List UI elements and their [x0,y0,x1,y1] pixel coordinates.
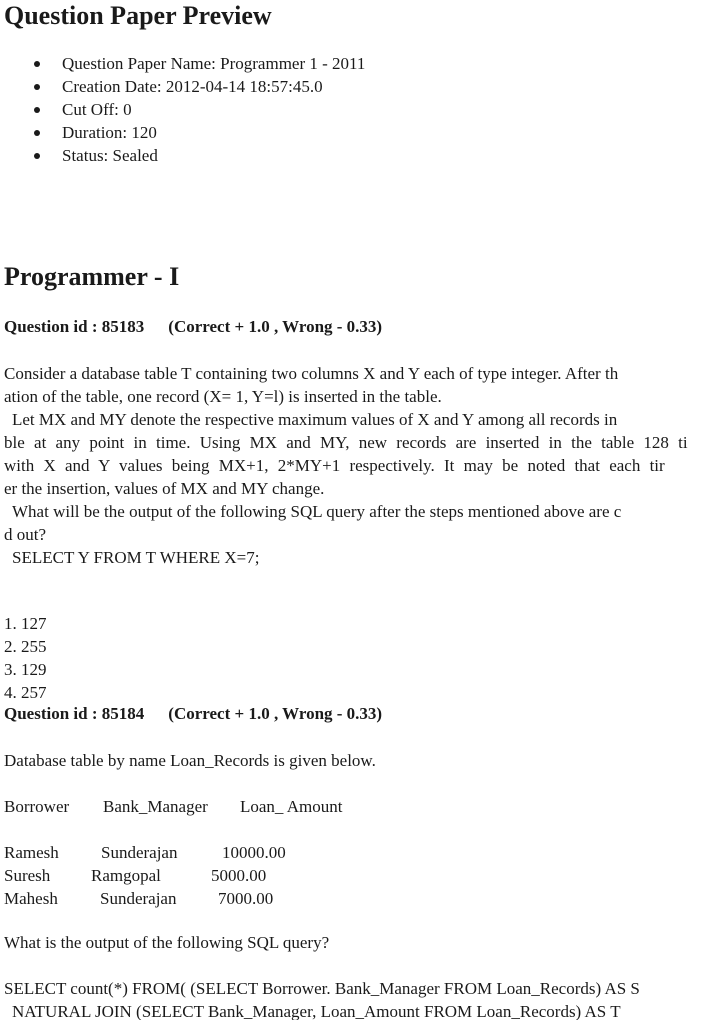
question-id: Question id : 85183 [4,317,145,336]
question-id: Question id : 85184 [4,704,145,723]
question-line: What will be the output of the following SQL query after the steps mentioned above are c [12,502,622,521]
table-cell: Sunderajan [100,889,177,908]
meta-creation-date: Creation Date: 2012-04-14 18:57:45.0 [0,75,365,98]
meta-status: Status: Sealed [0,144,365,167]
meta-duration: Duration: 120 [0,121,365,144]
table-cell: Mahesh [4,889,58,908]
question-line: Let MX and MY denote the respective maximum values of X and Y among all records in [12,410,618,429]
question-line: ble at any point in time. Using MX and MY, new records are inserted in the table 128 ti [4,433,688,452]
question-marks: (Correct + 1.0 , Wrong - 0.33) [168,317,383,336]
meta-paper-name: Question Paper Name: Programmer 1 - 2011 [0,52,365,75]
table-cell: Suresh [4,866,51,885]
sql-query-line: SELECT Y FROM T WHERE X=7; [12,548,260,567]
paper-meta-list [0,52,365,167]
sql-query-line: NATURAL JOIN (SELECT Bank_Manager, Loan_Amount FROM Loan_Records) AS T [12,1002,621,1020]
question-line: er the insertion, values of MX and MY change. [4,479,325,498]
section-title: Programmer - I [4,262,180,291]
answer-option: 3. 129 [4,660,47,679]
question-text-85184: What is the output of the following SQL query? [4,933,330,952]
sql-query-line: SELECT count(*) FROM( (SELECT Borrower. Bank_Manager FROM Loan_Records) AS S [4,979,640,998]
page-title: Question Paper Preview [4,1,272,30]
question-line: ation of the table, one record (X= 1, Y=l) is inserted in the table. [4,387,442,406]
column-header: Loan_ Amount [240,797,343,816]
question-line: Consider a database table T containing two columns X and Y each of type integer. After th [4,364,619,383]
question-header-85184 [4,703,382,725]
table-cell: Ramesh [4,843,59,862]
meta-cut-off: Cut Off: 0 [0,98,365,121]
table-cell: 7000.00 [218,889,274,908]
table-cell: Ramgopal [91,866,161,885]
column-header: Borrower [4,797,70,816]
table-cell: 5000.00 [211,866,267,885]
question-line: d out? [4,525,47,544]
table-cell: 10000.00 [222,843,286,862]
question-text-85183 [4,362,688,569]
question-marks: (Correct + 1.0 , Wrong - 0.33) [168,704,383,723]
answer-options-85183 [4,612,47,704]
answer-option: 1. 127 [4,614,47,633]
answer-option: 2. 255 [4,637,47,656]
sql-query-85184 [4,977,640,1020]
question-header-85183 [4,316,382,338]
column-header: Bank_Manager [103,797,208,816]
table-cell: Sunderajan [101,843,178,862]
question-intro-85184: Database table by name Loan_Records is given below. [4,751,376,770]
question-line: with X and Y values being MX+1, 2*MY+1 respectively. It may be noted that each tir [4,456,665,475]
answer-option: 4. 257 [4,683,47,702]
